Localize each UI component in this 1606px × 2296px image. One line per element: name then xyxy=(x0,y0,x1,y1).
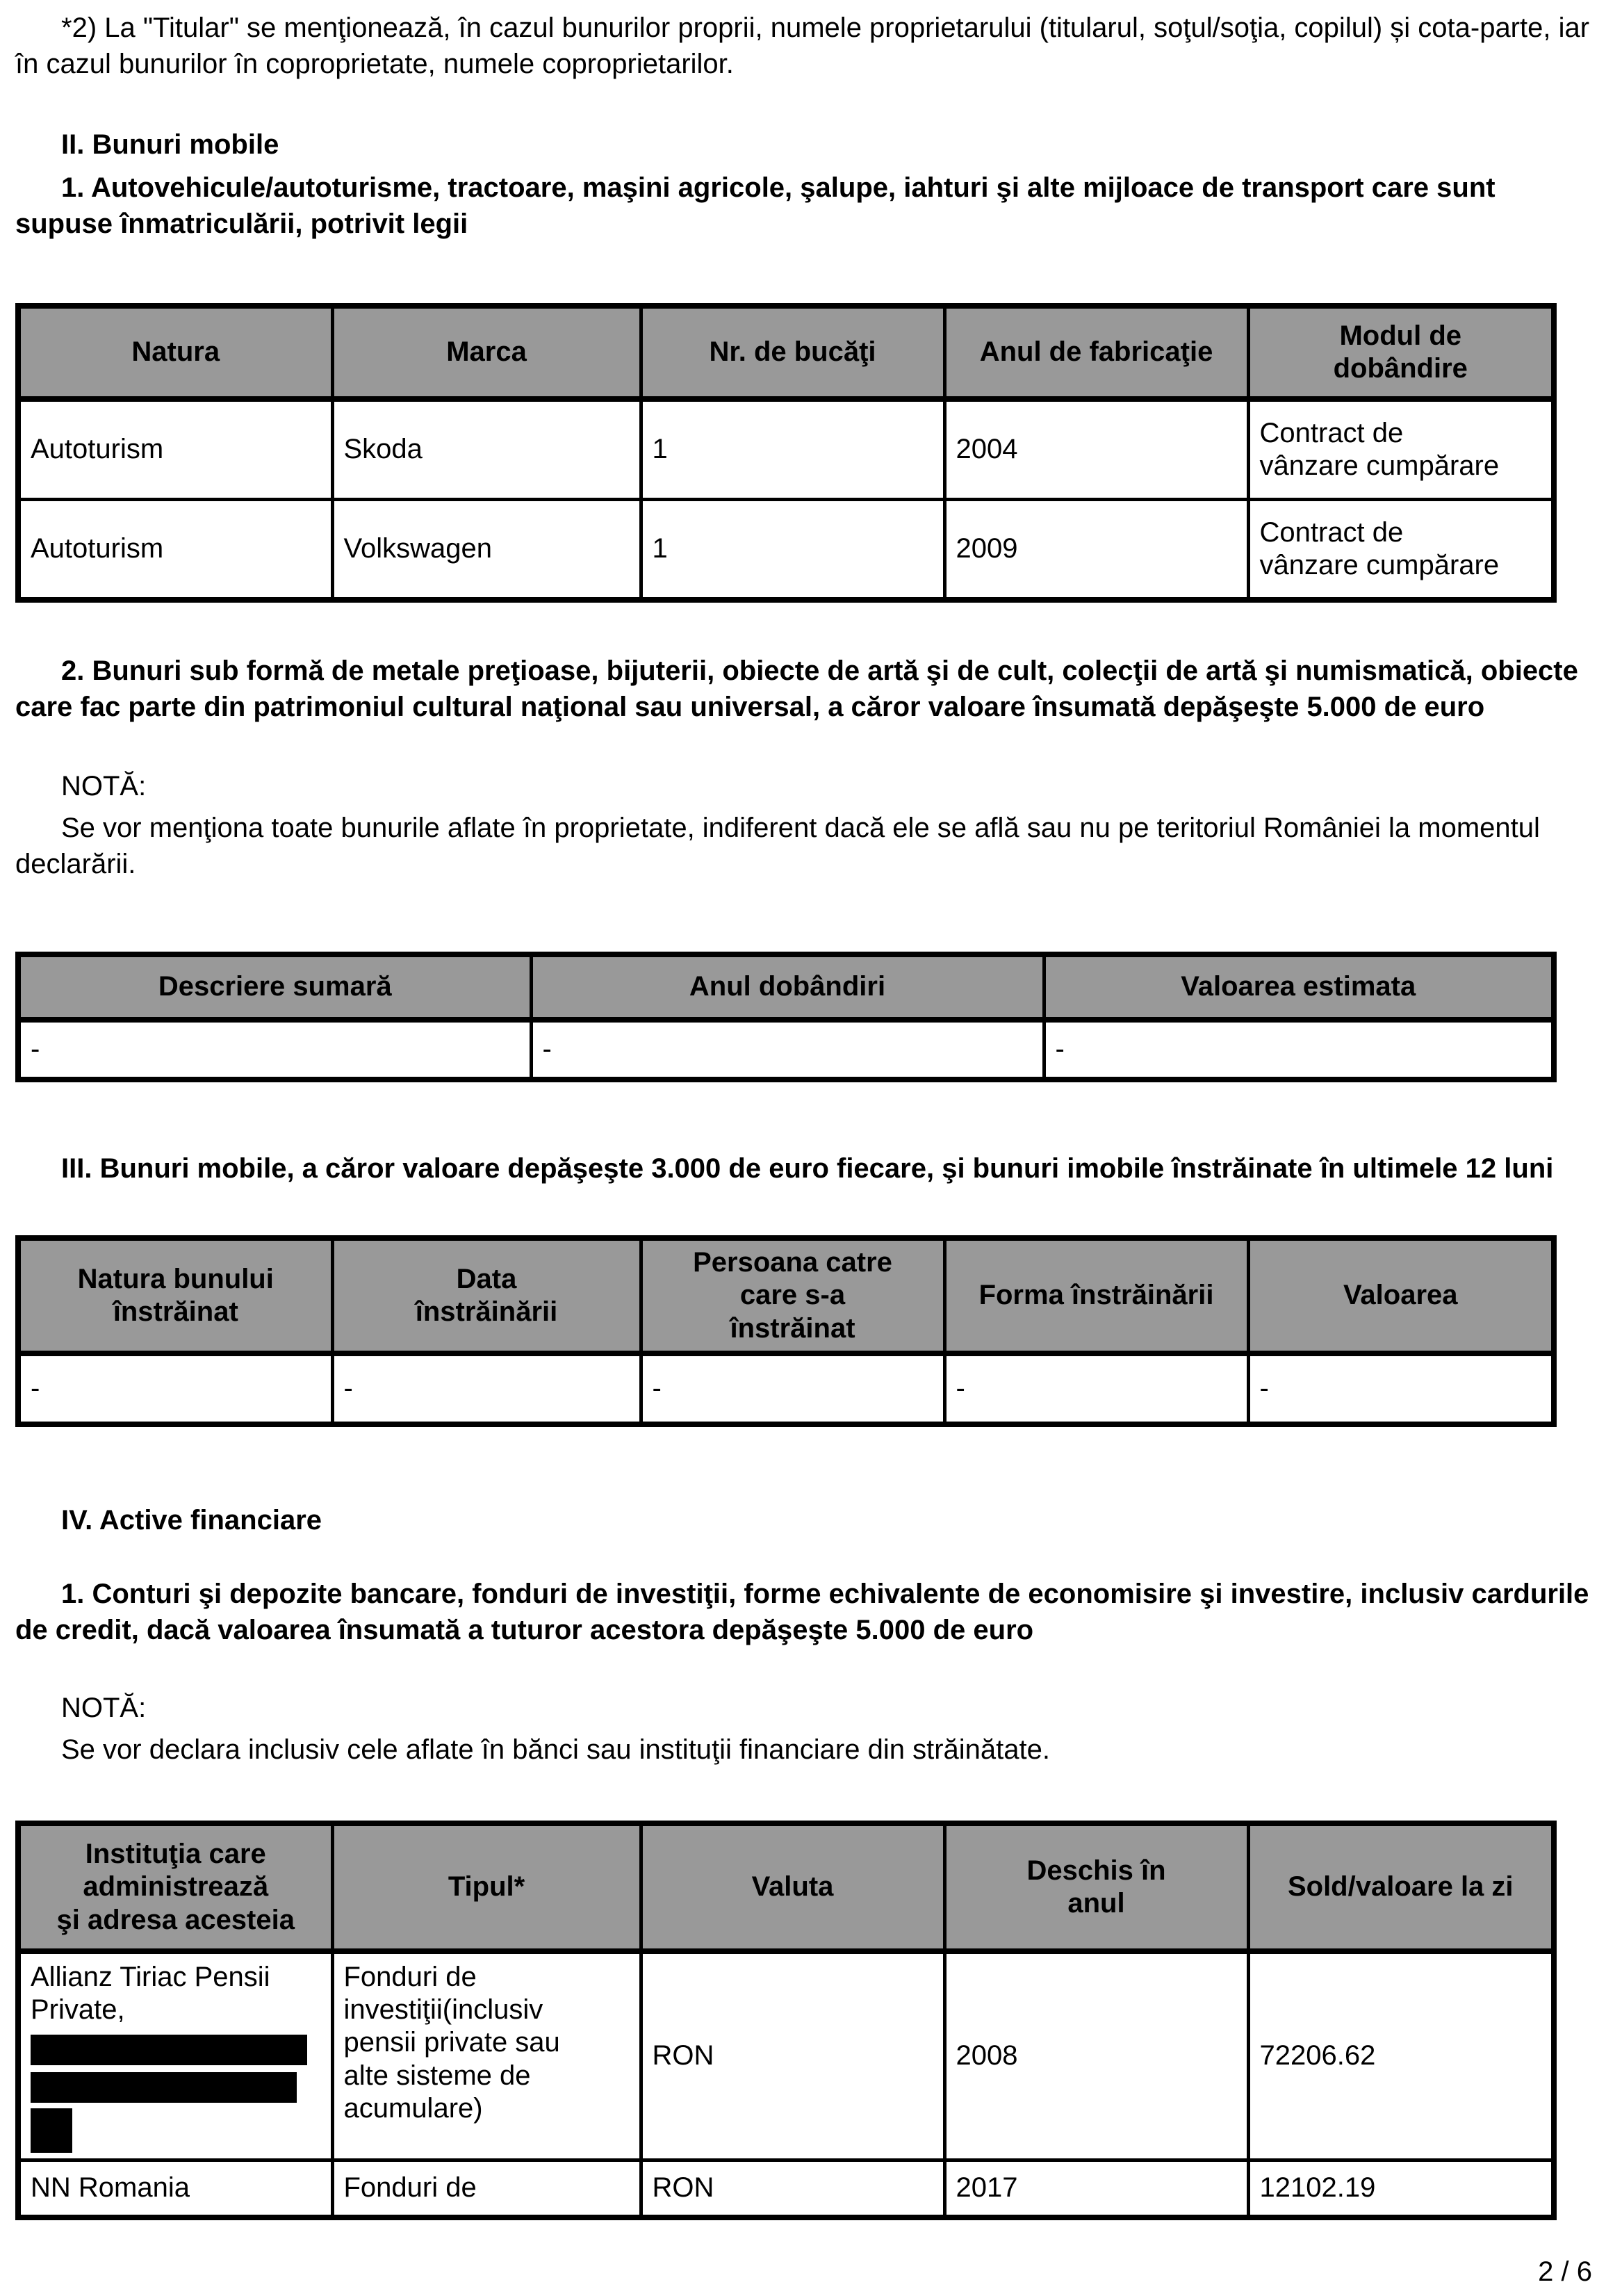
account-institution-cell xyxy=(18,1951,332,2160)
vehicle-marca-cell: Skoda xyxy=(332,399,641,500)
cell-line: Contract de xyxy=(1259,417,1404,448)
section-ii-item1-heading: 1. Autovehicule/autoturisme, tractoare, maşini agricole, şalupe, iahturi şi alte mijloace de transport care sunt supuse înmatriculării, potrivit legii xyxy=(15,172,1496,239)
header-line: Sold/valoare la zi xyxy=(1287,1871,1514,1903)
cell-line: vânzare cumpărare xyxy=(1259,550,1500,580)
vehicles-header-row xyxy=(18,306,1554,399)
alienated-header-persoana xyxy=(641,1238,944,1353)
alienated-data-cell: - xyxy=(332,1353,641,1424)
account-currency-cell: RON xyxy=(641,2160,944,2218)
valuables-header-row xyxy=(18,954,1554,1020)
alienated-persoana-cell: - xyxy=(641,1353,944,1424)
section-ii-item2-heading: 2. Bunuri sub formă de metale preţioase, bijuterii, obiecte de artă şi de cult, colecţii de artă şi numismatică, obiecte care fac parte din patrimoniul cultural naţional sau universal, a căror valoare însumată depăşeşte 5.000 de euro xyxy=(15,656,1578,722)
header-line: Marca xyxy=(446,336,527,368)
vehicle-an-cell: 2009 xyxy=(944,500,1248,601)
cell-line: Contract de xyxy=(1259,516,1404,548)
alienated-header-row xyxy=(18,1238,1554,1353)
valuables-valoare-cell: - xyxy=(1044,1020,1554,1080)
account-institution-cell: NN Romania xyxy=(18,2160,332,2218)
nota-text: Se vor menţiona toate bunurile aflate în proprietate, indiferent dacă ele se află sau nu pe teritoriul României la momentul declarării. xyxy=(15,813,1540,879)
accounts-row-allianz xyxy=(18,1951,1554,2160)
alienated-header-valoarea xyxy=(1248,1238,1554,1353)
header-line: Tipul* xyxy=(448,1871,525,1903)
nota-label: NOTĂ: xyxy=(61,1693,147,1723)
cell-line: investiţii(inclusiv xyxy=(343,1994,543,2026)
cell-line: alte sisteme de xyxy=(343,2060,531,2091)
accounts-header-institutia xyxy=(18,1823,332,1951)
cell-line: vânzare cumpărare xyxy=(1259,450,1500,481)
nota-label: NOTĂ: xyxy=(61,771,147,801)
account-type-cell: Fonduri de xyxy=(332,2160,641,2218)
vehicle-nr-cell: 1 xyxy=(641,500,944,601)
accounts-header-row xyxy=(18,1823,1554,1951)
header-line: şi adresa acesteia xyxy=(56,1904,295,1935)
vehicles-header-natura xyxy=(18,306,332,399)
nota-text: Se vor declara inclusiv cele aflate în bănci sau instituţii financiare din străinătate. xyxy=(61,1734,1050,1765)
vehicle-natura-cell: Autoturism xyxy=(18,500,332,601)
header-line: Descriere sumară xyxy=(158,971,392,1002)
header-line: Natura bunului xyxy=(77,1263,274,1294)
vehicles-header-nr-bucati xyxy=(641,306,944,399)
alienated-valoarea-cell: - xyxy=(1248,1353,1554,1424)
vehicles-row xyxy=(18,500,1554,601)
account-balance-cell: 72206.62 xyxy=(1248,1951,1554,2160)
vehicles-table xyxy=(15,303,1557,603)
accounts-header-tipul xyxy=(332,1823,641,1951)
header-line: Forma înstrăinării xyxy=(978,1280,1214,1311)
redaction-bar xyxy=(31,2035,307,2065)
accounts-table xyxy=(15,1821,1557,2220)
header-line: Persoana catre xyxy=(693,1247,892,1278)
vehicles-header-an-fabricatie xyxy=(944,306,1248,399)
valuables-header-valoare xyxy=(1044,954,1554,1020)
alienated-goods-table xyxy=(15,1235,1557,1427)
header-line: Modul de xyxy=(1339,320,1462,351)
section-iv-item1-heading: 1. Conturi şi depozite bancare, fonduri de investiţii, forme echivalente de economisire şi investire, inclusiv cardurile de credit, dacă valoarea însumată a tuturor acestora depăşeşte 5.000 de euro xyxy=(15,1579,1589,1645)
page-number: 2 / 6 xyxy=(1538,2256,1592,2287)
vehicle-mod-cell xyxy=(1248,399,1554,500)
account-currency-cell: RON xyxy=(641,1951,944,2160)
header-line: care s-a xyxy=(739,1280,846,1311)
cell-line: Allianz Tiriac Pensii xyxy=(31,1962,270,1992)
valuables-anul-cell: - xyxy=(531,1020,1044,1080)
redaction-bar xyxy=(31,2108,72,2153)
accounts-header-valuta xyxy=(641,1823,944,1951)
header-line: administrează xyxy=(83,1871,269,1903)
accounts-header-deschis xyxy=(944,1823,1248,1951)
valuables-header-anul xyxy=(531,954,1044,1020)
accounts-header-sold xyxy=(1248,1823,1554,1951)
header-line: Natura xyxy=(131,336,220,368)
vehicles-row xyxy=(18,399,1554,500)
account-year-cell: 2008 xyxy=(944,1951,1248,2160)
valuables-table xyxy=(15,952,1557,1082)
vehicles-header-mod-dobandire xyxy=(1248,306,1554,399)
vehicle-natura-cell: Autoturism xyxy=(18,399,332,500)
header-line: dobândire xyxy=(1333,353,1468,384)
header-line: Data xyxy=(456,1263,517,1294)
section-iii-heading: III. Bunuri mobile, a căror valoare depăşeşte 3.000 de euro fiecare, şi bunuri imobile înstrăinate în ultimele 12 luni xyxy=(61,1153,1554,1184)
account-balance-cell: 12102.19 xyxy=(1248,2160,1554,2218)
alienated-header-data xyxy=(332,1238,641,1353)
header-line: Instituţia care xyxy=(85,1839,266,1870)
footnote-titular: *2) La "Titular" se menţionează, în cazul bunurilor proprii, numele proprietarului (titularul, soţul/soţia, copilul) și cota-parte, iar în cazul bunurilor în coproprietate, numele coproprietarilor. xyxy=(15,13,1590,79)
header-line: înstrăinării xyxy=(415,1296,558,1327)
valuables-header-descriere xyxy=(18,954,531,1020)
redaction-bar xyxy=(31,2072,297,2103)
vehicle-nr-cell: 1 xyxy=(641,399,944,500)
header-line: Anul dobândiri xyxy=(689,971,886,1002)
account-year-cell: 2017 xyxy=(944,2160,1248,2218)
alienated-natura-cell: - xyxy=(18,1353,332,1424)
accounts-row-nn xyxy=(18,2160,1554,2218)
header-line: Deschis în xyxy=(1026,1855,1166,1886)
section-iv-heading: IV. Active financiare xyxy=(61,1505,322,1536)
header-line: înstrăinat xyxy=(113,1296,238,1327)
vehicle-mod-cell xyxy=(1248,500,1554,601)
vehicle-an-cell: 2004 xyxy=(944,399,1248,500)
vehicles-header-marca xyxy=(332,306,641,399)
section-ii-heading: II. Bunuri mobile xyxy=(61,129,279,160)
header-line: Nr. de bucăţi xyxy=(709,336,876,368)
header-line: Anul de fabricaţie xyxy=(979,336,1213,368)
header-line: Valuta xyxy=(751,1871,834,1903)
alienated-header-natura xyxy=(18,1238,332,1353)
header-line: anul xyxy=(1067,1888,1125,1919)
alienated-header-forma xyxy=(944,1238,1248,1353)
valuables-descriere-cell: - xyxy=(18,1020,531,1080)
cell-line: pensii private sau xyxy=(343,2027,560,2058)
cell-line: Private, xyxy=(31,1994,125,2026)
header-line: Valoarea estimata xyxy=(1181,971,1416,1002)
cell-line: acumulare) xyxy=(343,2092,483,2124)
account-type-cell xyxy=(332,1951,641,2160)
valuables-row xyxy=(18,1020,1554,1080)
alienated-forma-cell: - xyxy=(944,1353,1248,1424)
alienated-row xyxy=(18,1353,1554,1424)
header-line: Valoarea xyxy=(1343,1280,1458,1311)
cell-line: Fonduri de xyxy=(343,1962,477,1992)
vehicle-marca-cell: Volkswagen xyxy=(332,500,641,601)
header-line: înstrăinat xyxy=(730,1312,855,1344)
